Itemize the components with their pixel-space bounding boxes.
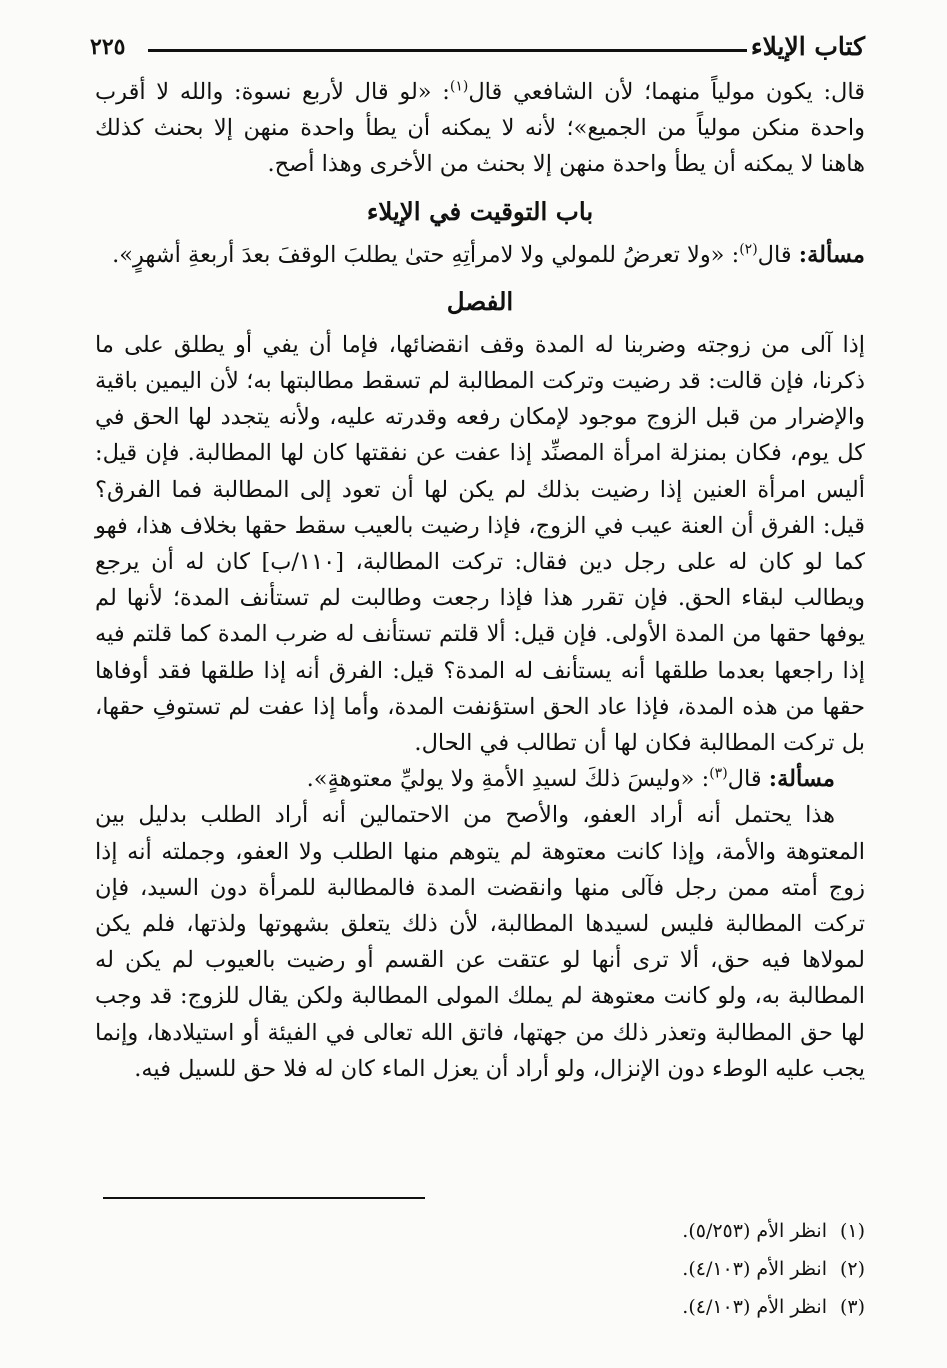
footnote-number: (١) [839,1220,865,1242]
paragraph-text: : «لو قال لأربع نسوة: والله لا أقرب واحدة منكن مولياً من الجميع»؛ لأنه لا يمكنه أن يطأ واحدة منهن إلا بحنث كذلك هاهنا لا يمكنه أن يطأ واحدة منهن إلا بحنث من الأخرى وهذا أصح. [95,79,865,178]
chapter-heading: باب التوقيت في الإيلاء [366,196,594,226]
footnote-item [95,1288,865,1326]
paragraph-text: قال: يكون مولياً منهما؛ لأن الشافعي قال [468,79,866,105]
masala-paragraph [95,237,865,273]
footnote-number: (٣) [839,1296,865,1318]
paragraph-commentary: هذا يحتمل أنه أراد العفو، والأصح من الاحتمالين أنه أراد الطلب بدليل بين المعتوهة والأمة، وإذا كانت معتوهة لم يتوهم منها الطلب ولا العفو، وجملته أنه إذا زوج أمته ممن رجل فآلى منها وانقضت المدة فالمطالبة للمرأة دون السيد، فإن تركت المطالبة فليس لسيدها المطالبة، لأن ذلك يتعلق بشهوتها ولذتها، فلم يكن لمولاها فيه حق، ألا ترى أنها لو عتقت عن القسم أو رضيت بالعيوب لم يكن له المطالبة به، ولو كانت معتوهة لم يملك المولى المطالبة ولكن يقال للزوج: قد وجب لها حق المطالبة وتعذر ذلك من جهتها، فاتق الله تعالى في الفيئة أو استيلادها، وإنما يجب عليه الوطء دون الإنزال، ولو أراد أن يعزل الماء كان له فلا حق للسيل فيه. [95,802,865,1082]
masala-label: مسألة: [768,766,835,793]
main-text [95,74,865,1087]
footnote-ref: (٢) [739,241,758,258]
footnote-text: انظر الأم (٥/٢٥٣). [682,1220,827,1242]
footnote-ref: (٣) [709,765,728,782]
footnote-number: (٢) [839,1258,865,1280]
footnote-separator [103,1197,425,1199]
masala-said: قال [757,241,799,268]
masala-text: : «ولا تعرضُ للمولي ولا لامرأتِهِ حتىٰ يطلبَ الوقفَ بعدَ أربعةِ أشهرٍ». [112,241,740,268]
page-header [90,32,865,66]
footnote-item [95,1212,865,1250]
footnote-text: انظر الأم (٤/١٠٣). [682,1258,827,1280]
masala-said: قال [727,766,769,793]
header-rule [148,49,747,52]
footnotes [95,1212,865,1326]
footnote-text: انظر الأم (٤/١٠٣). [682,1296,827,1318]
masala-paragraph [95,761,865,797]
paragraph-opening [95,74,865,183]
section-heading: الفصل [446,286,514,316]
masala-label: مسألة: [798,241,865,268]
masala-text: : «وليسَ ذلكَ لسيدِ الأمةِ ولا يوليِّ معتوهةٍ». [306,766,710,793]
paragraph-fasl: إذا آلى من زوجته وضربنا له المدة وقف انقضائها، فإما أن يفي أو يطلق على ما ذكرنا، فإن قالت: قد رضيت وتركت المطالبة لم تسقط مطالبتها به؛ لأن اليمين باقية والإضرار من قبل الزوج موجود لإمكان رفعه وقدرته عليه، ولأنه يتجدد لها الحق في كل يوم، فكان بمنزلة امرأة المصنِّد إذا عفت عن نفقتها كان لها المطالبة. فإن قيل: أليس امرأة العنين إذا رضيت بذلك لم يكن لها أن تعود إلى المطالبة فما الفرق؟ قيل: الفرق أن العنة عيب في الزوج، فإذا رضيت بالعيب سقط حقها بخلاف هذا، فهو كما لو كان له على رجل دين فقال: تركت المطالبة، [١١٠/ب] كان له أن يرجع ويطالب لبقاء الحق. فإن تقرر هذا فإذا رجعت وطالبت لم تستأنف المدة؛ لأنها لم يوفها حقها من المدة الأولى. فإن قيل: ألا قلتم تستأنف له ضرب المدة كما قلتم فيه إذا راجعها بعدما طلقها أنه يستأنف له المدة؟ قيل: الفرق أنه إذا طلقها فقد أوفاها حقها من هذه المدة، فإذا عاد الحق استؤنفت المدة، وأما إذا عفت لم تستوفِ حقها، بل تركت المطالبة فكان لها أن تطالب في الحال. [95,331,865,757]
footnote-item [95,1250,865,1288]
running-title: كتاب الإيلاء [750,32,865,61]
page-number: ٢٢٥ [90,34,126,60]
footnote-ref: (١) [449,78,469,95]
